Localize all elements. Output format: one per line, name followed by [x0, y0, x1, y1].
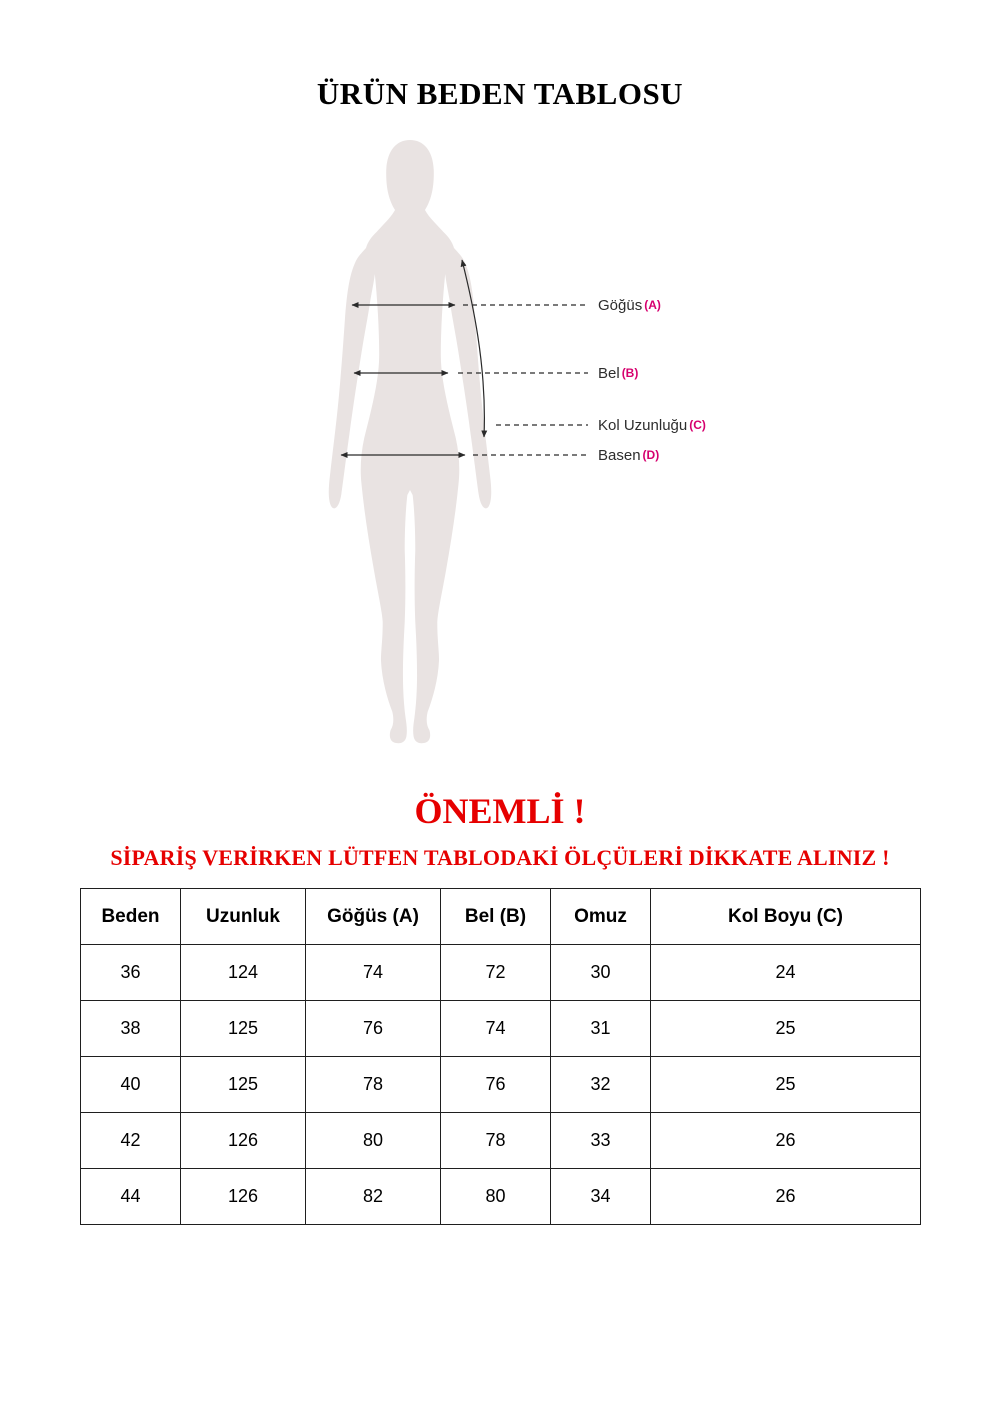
measure-label-chest [598, 295, 661, 315]
table-cell: 24 [651, 945, 921, 1001]
table-cell: 76 [306, 1001, 441, 1057]
body-silhouette [410, 140, 491, 743]
table-cell: 82 [306, 1169, 441, 1225]
table-cell: 78 [441, 1113, 551, 1169]
measure-label-waist-code: (B) [621, 366, 639, 380]
table-cell: 38 [81, 1001, 181, 1057]
table-row [81, 1057, 921, 1113]
header-cell-beden: Beden [81, 889, 181, 945]
measure-label-hip-code: (D) [642, 448, 660, 462]
table-cell: 34 [551, 1169, 651, 1225]
measure-label-arm-length [598, 415, 706, 435]
table-row [81, 1113, 921, 1169]
header-cell-uzunluk: Uzunluk [181, 889, 306, 945]
header-cell-omuz: Omuz [551, 889, 651, 945]
table-cell: 30 [551, 945, 651, 1001]
measure-label-arm-length-text: Kol Uzunluğu [598, 417, 688, 434]
table-row [81, 1169, 921, 1225]
table-cell: 78 [306, 1057, 441, 1113]
table-cell: 125 [181, 1057, 306, 1113]
size-table [80, 888, 921, 1225]
measure-label-waist [598, 363, 638, 383]
measure-label-chest-text: Göğüs [598, 297, 643, 314]
table-cell: 80 [441, 1169, 551, 1225]
measure-label-hip-text: Basen [598, 447, 641, 464]
table-cell: 33 [551, 1113, 651, 1169]
table-cell: 126 [181, 1169, 306, 1225]
measure-label-chest-code: (A) [644, 298, 661, 312]
header-cell-kol-boyu: Kol Boyu (C) [651, 889, 921, 945]
table-cell: 124 [181, 945, 306, 1001]
body-silhouette-figure [329, 140, 491, 743]
table-cell: 72 [441, 945, 551, 1001]
table-cell: 42 [81, 1113, 181, 1169]
table-cell: 40 [81, 1057, 181, 1113]
table-cell: 36 [81, 945, 181, 1001]
header-cell-gogus: Göğüs (A) [306, 889, 441, 945]
table-cell: 74 [441, 1001, 551, 1057]
important-heading: ÖNEMLİ ! [414, 791, 586, 831]
table-row [81, 945, 921, 1001]
table-cell: 74 [306, 945, 441, 1001]
table-cell: 26 [651, 1113, 921, 1169]
page-title: ÜRÜN BEDEN TABLOSU [316, 76, 684, 111]
table-cell: 31 [551, 1001, 651, 1057]
table-cell: 44 [81, 1169, 181, 1225]
table-cell: 25 [651, 1057, 921, 1113]
table-cell: 76 [441, 1057, 551, 1113]
measure-label-waist-text: Bel [598, 365, 620, 382]
header-cell-bel: Bel (B) [441, 889, 551, 945]
size-table-body [81, 945, 921, 1225]
table-cell: 80 [306, 1113, 441, 1169]
warning-text: SİPARİŞ VERİRKEN LÜTFEN TABLODAKİ ÖLÇÜLERİ DİKKATE ALINIZ ! [110, 845, 890, 870]
table-cell: 25 [651, 1001, 921, 1057]
header-row [81, 889, 921, 945]
measure-label-hip [598, 445, 659, 465]
table-cell: 125 [181, 1001, 306, 1057]
table-cell: 26 [651, 1169, 921, 1225]
table-cell: 32 [551, 1057, 651, 1113]
table-cell: 126 [181, 1113, 306, 1169]
table-row [81, 1001, 921, 1057]
measure-label-arm-length-code: (C) [689, 418, 706, 432]
size-table-header [81, 889, 921, 945]
